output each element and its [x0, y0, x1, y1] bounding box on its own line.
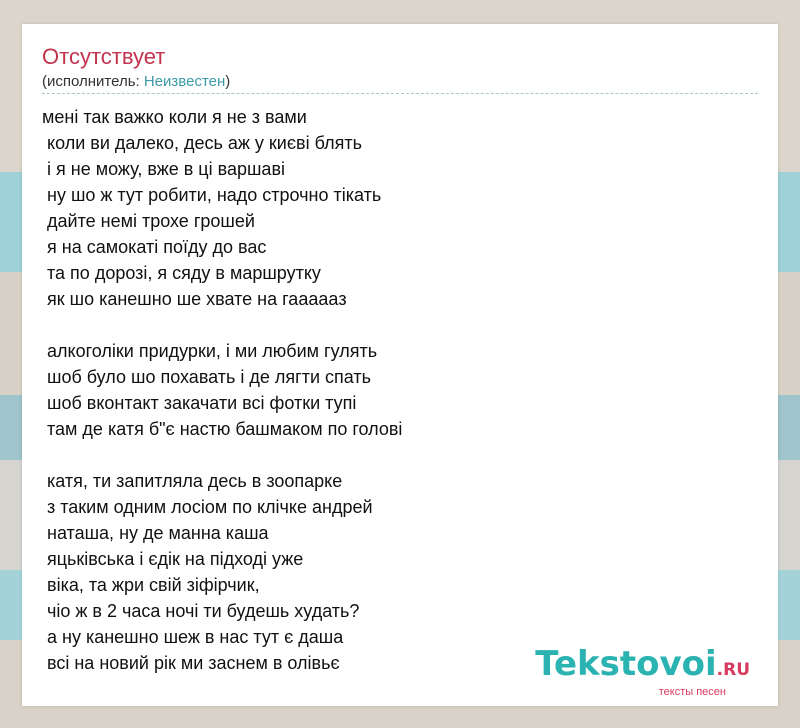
logo-tagline: тексты песен: [658, 686, 726, 698]
artist-prefix: (исполнитель:: [42, 73, 144, 90]
logo-wordmark: [535, 646, 750, 688]
artist-line: [42, 73, 230, 91]
artist-suffix: ): [225, 73, 231, 90]
divider: [42, 93, 758, 94]
logo-tld: .RU: [716, 660, 750, 680]
lyrics-text: мені так важко коли я не з вами коли ви далеко, десь аж у києві блять і я не можу, вже в ці варшаві ну шо ж тут робити, надо строчно тікать дайте немі трохе грошей я на самокаті поїду до вас та по дорозі, я сяду в маршрутку як шо канешно ше хвате на гааааaз алкоголіки придурки, і ми любим гулять шоб було шо похавать і де лягти спать шоб вконтакт закачати всі фотки тупі там де катя б"є настю башмаком по голові катя, ти запитляла десь в зоопарке з таким одним лосіом по клічке андрей наташа, ну де манна каша яцьківська і єдік на підході уже віка, та жри свій зіфірчик, чіо ж в 2 часа ночі ти будешь худать? а ну канешно шеж в нас тут є даша всі на новий рік ми заснем в олівьє: [42, 107, 403, 673]
logo-main-text: Tekstovoi: [535, 644, 717, 684]
site-logo[interactable]: [535, 646, 750, 698]
artist-link[interactable]: Неизвестен: [143, 73, 226, 90]
lyrics-card: [22, 24, 778, 706]
song-title: Отсутствует: [42, 44, 166, 69]
